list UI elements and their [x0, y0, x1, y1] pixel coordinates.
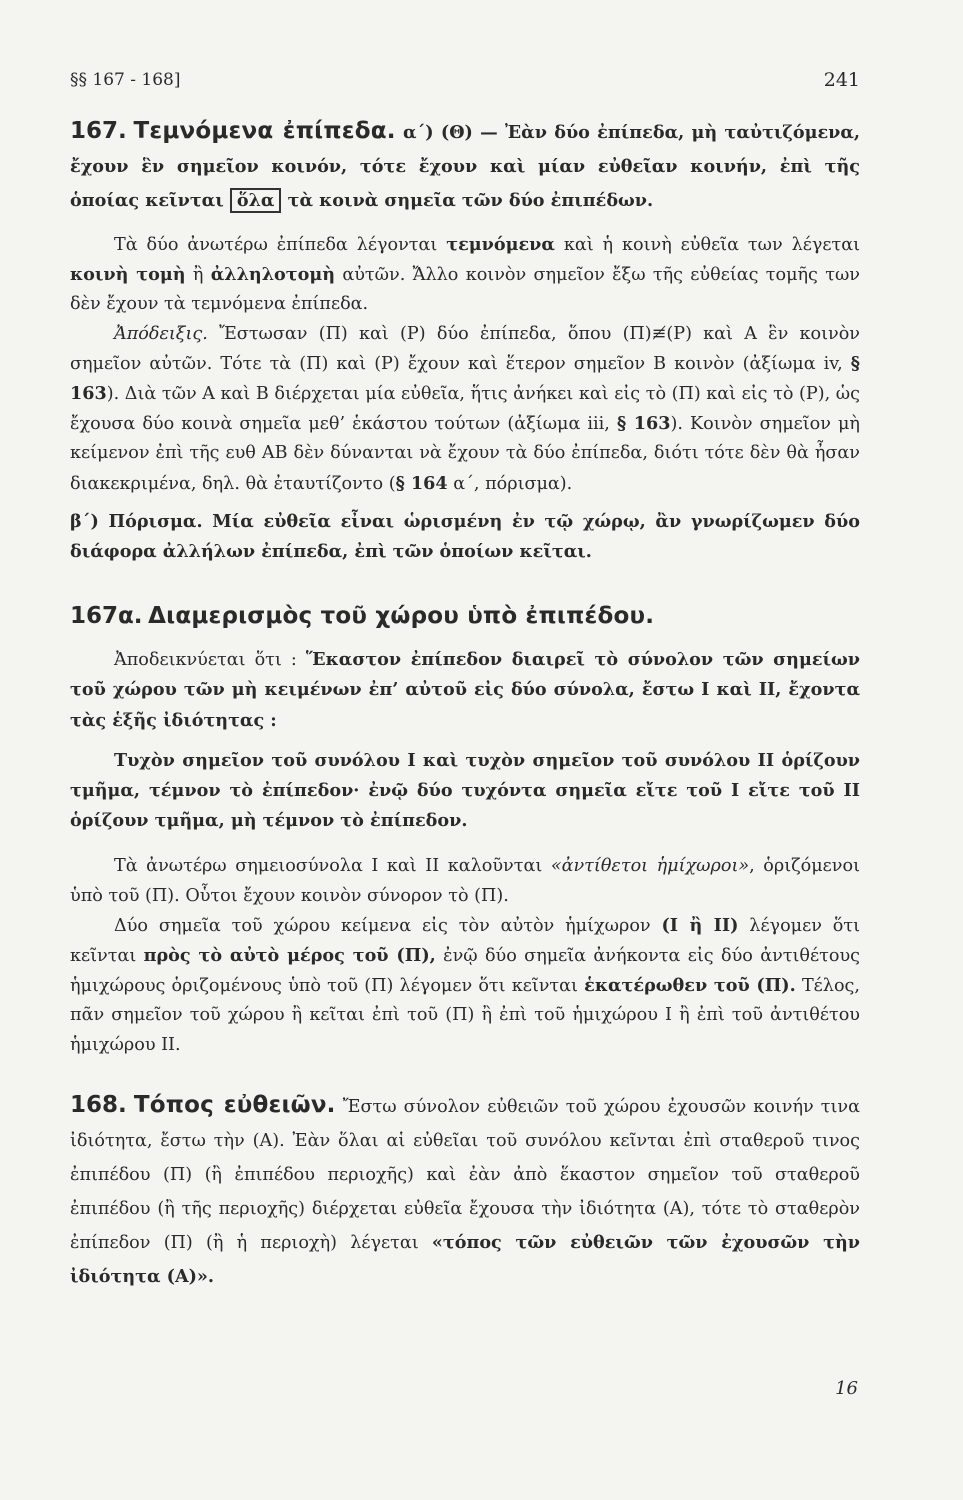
section-167-lead [70, 114, 860, 218]
proof-label: Ἀπόδειξις. [114, 323, 208, 344]
section-167a-heading [70, 599, 860, 635]
page-number: 241 [823, 69, 860, 91]
section-range: §§ 167 - 168] [70, 70, 181, 90]
definition-paragraph: Τὰ δύο ἀνωτέρω ἐπίπεδα λέγονται τεμνόμενα καὶ ἡ κοινὴ εὐθεῖα των λέγεται κοινὴ τομὴ ἢ ἀλληλοτομὴ αὐτῶν. Ἄλλο κοινὸν σημεῖον ἔξω τῆς εὐθείας τομῆς των δὲν ἔχουν τὰ τεμνόμενα ἐπίπεδα. [70, 234, 860, 315]
section-number: 168. [70, 1091, 127, 1118]
corollary-paragraph: β΄) Πόρισμα. Μία εὐθεῖα εἶναι ὡρισμένη ἐν τῷ χώρῳ, ἂν γνωρίζωμεν δύο διάφορα ἀλλήλων ἐπίπεδα, ἐπὶ τῶν ὁποίων κεῖται. [70, 510, 860, 563]
sides-paragraph: Δύο σημεῖα τοῦ χώρου κείμενα εἰς τὸν αὐτὸν ἡμίχωρον (Ι ἢ ΙΙ) λέγομεν ὅτι κεῖνται πρὸς τὸ αὐτὸ μέρος τοῦ (Π), ἐνῷ δύο σημεῖα ἀνήκοντα εἰς δύο ἀντιθέτους ἡμιχώρους ὁριζομένους ὑπὸ τοῦ (Π) λέγομεν ὅτι κεῖνται ἑκατέρωθεν τοῦ (Π). Τέλος, πᾶν σημεῖον τοῦ χώρου ἢ κεῖται ἐπὶ τοῦ (Π) ἢ ἐπὶ τοῦ ἡμιχώρου Ι ἢ ἐπὶ τοῦ ἀντιθέτου ἡμιχώρου ΙΙ. [70, 914, 860, 1055]
half-space-paragraph: Τὰ ἀνωτέρω σημειοσύνολα Ι καὶ ΙΙ καλοῦνται «ἀντίθετοι ἡμίχωροι», ὁριζόμενοι ὑπὸ τοῦ (Π). Οὗτοι ἔχουν κοινὸν σύνορον τὸ (Π). [70, 856, 860, 906]
section-title: Διαμερισμὸς τοῦ χώρου ὑπὸ ἐπιπέδου. [148, 603, 655, 630]
running-header [70, 60, 860, 100]
proof-paragraph: Ἀπόδειξις. Ἔστωσαν (Π) καὶ (Ρ) δύο ἐπίπεδα, ὅπου (Π)≢(Ρ) καὶ Α ἓν κοινὸν σημεῖον αὐτῶν. Τότε τὰ (Π) καὶ (Ρ) ἔχουν καὶ ἕτερον σημεῖον Β κοινὸν (ἀξίωμα iv, § 163). Διὰ τῶν Α καὶ Β διέρχεται μία εὐθεῖα, ἥτις ἀνήκει καὶ εἰς τὸ (Π) καὶ εἰς τὸ (Ρ), ὡς ἔχουσα δύο κοινὰ σημεῖα μεθ’ ἑκάστου τούτων (ἀξίωμα iii, § 163). Κοινὸν σημεῖον μὴ κείμενον ἐπὶ τῆς ευθ ΑΒ δὲν δύνανται νὰ ἔχουν τὰ δύο ἐπίπεδα, διότι τότε δὲν θὰ ἦσαν διακεκριμένα, δηλ. θὰ ἐταυτίζοντο (§ 164 α΄, πόρισμα). [70, 323, 860, 494]
section-number: 167α. [70, 603, 143, 630]
boxed-word: ὅλα [230, 188, 282, 213]
theorem-text-end: τὰ κοινὰ σημεῖα τῶν δύο ἐπιπέδων. [281, 190, 654, 211]
property-paragraph: Τυχὸν σημεῖον τοῦ συνόλου Ι καὶ τυχὸν σημεῖον τοῦ συνόλου ΙΙ ὁρίζουν τμῆμα, τέμνον τὸ ἐπίπεδον· ἐνῷ δύο τυχόντα σημεῖα εἴτε τοῦ Ι εἴτε τοῦ ΙΙ ὁρίζουν τμῆμα, μὴ τέμνον τὸ ἐπίπεδον. [70, 749, 860, 832]
signature-mark: 16 [835, 1378, 858, 1399]
book-page [70, 60, 860, 1294]
theorem-text: α΄) (Θ) — Ἐὰν δύο ἐπίπεδα, μὴ ταὐτιζόμενα, ἔχουν ἓν σημεῖον κοινόν, τότε ἔχουν καὶ μίαν εὐθεῖαν κοινήν, ἐπὶ τῆς ὁποίας κεῖνται [70, 122, 861, 211]
statement-paragraph: Ἀποδεικνύεται ὅτι : Ἕκαστον ἐπίπεδον διαιρεῖ τὸ σύνολον τῶν σημείων τοῦ χώρου τῶν μὴ κειμένων ἐπ’ αὐτοῦ εἰς δύο σύνολα, ἔστω Ι καὶ ΙΙ, ἔχοντα τὰς ἑξῆς ἰδιότητας : [70, 649, 860, 731]
corollary-label: β΄) Πόρισμα. [70, 510, 203, 532]
section-title: Τόπος εὐθειῶν. [133, 1091, 336, 1118]
section-number: 167. [70, 118, 127, 144]
section-title: Τεμνόμενα ἐπίπεδα. [133, 118, 396, 144]
section-168-paragraph: 168. Τόπος εὐθειῶν. Ἔστω σύνολον εὐθειῶν τοῦ χώρου ἐχουσῶν κοινήν τινα ἰδιότητα, ἔστω τὴν (Α). Ἐὰν ὅλαι αἱ εὐθεῖαι τοῦ συνόλου κεῖνται ἐπὶ σταθεροῦ τινος ἐπιπέδου (Π) (ἢ ἐπιπέδου περιοχῆς) καὶ ἐὰν ἀπὸ ἕκαστον σημεῖον τοῦ σταθεροῦ ἐπιπέδου (ἢ τῆς περιοχῆς) διέρχεται εὐθεῖα ἔχουσα τὴν ἰδιότητα (Α), τότε τὸ σταθερὸν ἐπίπεδον (Π) (ἢ ἡ περιοχὴ) λέγεται «τόπος τῶν εὐθειῶν τῶν ἐχουσῶν τὴν ἰδιότητα (Α)». [70, 1091, 860, 1287]
